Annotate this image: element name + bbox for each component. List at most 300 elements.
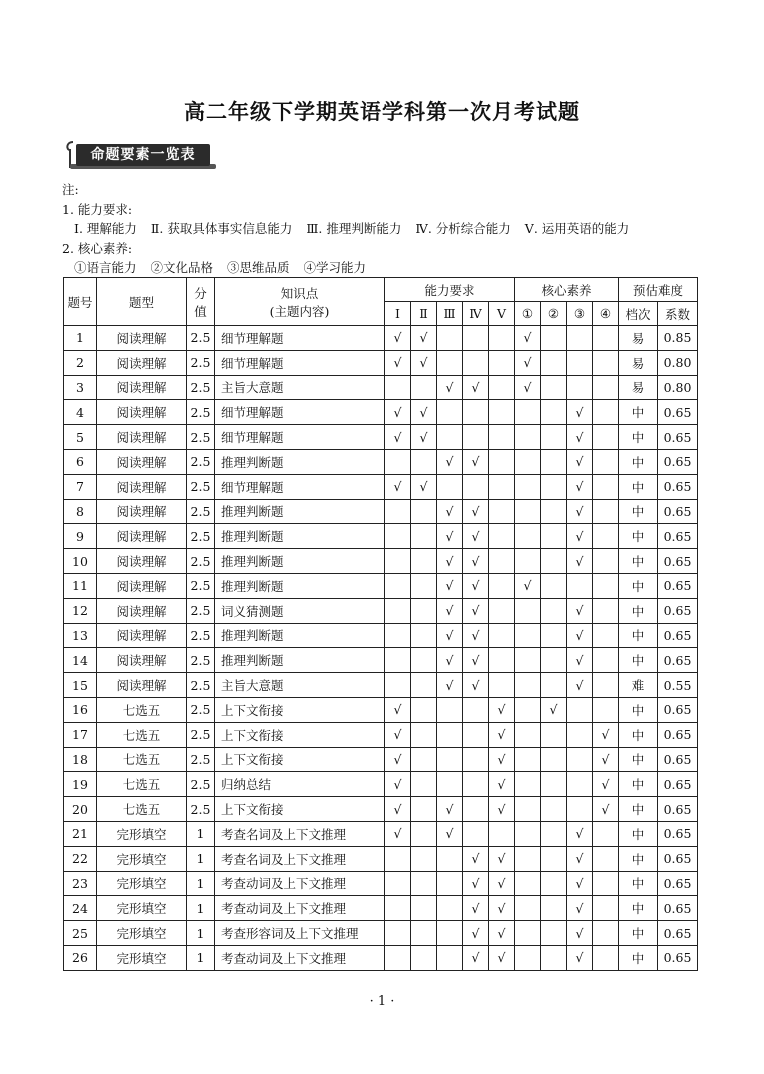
cell-ability-check: √ [463, 449, 489, 474]
literacy-item: ②文化品格 [150, 260, 214, 275]
cell-ability-check [437, 945, 463, 970]
cell-type: 完形填空 [97, 846, 187, 871]
cell-ability-check [489, 400, 515, 425]
cell-ability-check: √ [385, 772, 411, 797]
cell-ability-check: √ [385, 425, 411, 450]
cell-ability-check [437, 871, 463, 896]
cell-knowledge: 考查名词及上下文推理 [215, 846, 385, 871]
cell-ability-check: √ [385, 747, 411, 772]
cell-num: 12 [64, 598, 97, 623]
cell-core-check [593, 524, 619, 549]
cell-type: 完形填空 [97, 871, 187, 896]
cell-ability-check: √ [489, 697, 515, 722]
cell-knowledge: 细节理解题 [215, 474, 385, 499]
cell-ability-check [411, 673, 437, 698]
cell-ability-check [437, 697, 463, 722]
cell-knowledge: 推理判断题 [215, 449, 385, 474]
cell-core-check [515, 722, 541, 747]
cell-type: 完形填空 [97, 896, 187, 921]
cell-core-check [567, 375, 593, 400]
cell-core-check [567, 697, 593, 722]
abilities-list [62, 219, 643, 239]
section-banner [62, 140, 217, 170]
cell-ability-check: √ [411, 474, 437, 499]
ability-item: Ⅴ. 运用英语的能力 [524, 221, 630, 236]
cell-core-check [515, 673, 541, 698]
header-knowledge-2: (主题内容) [269, 303, 330, 319]
cell-core-check [515, 797, 541, 822]
cell-core-check: √ [567, 623, 593, 648]
cell-core-check [593, 350, 619, 375]
cell-score: 2.5 [187, 375, 215, 400]
header-core-col: ② [541, 302, 567, 326]
header-type: 题型 [97, 278, 187, 326]
cell-ability-check: √ [437, 573, 463, 598]
cell-type: 完形填空 [97, 921, 187, 946]
cell-ability-check: √ [463, 375, 489, 400]
cell-type: 完形填空 [97, 945, 187, 970]
cell-type: 阅读理解 [97, 449, 187, 474]
cell-ability-check: √ [463, 524, 489, 549]
cell-score: 2.5 [187, 425, 215, 450]
cell-core-check: √ [567, 846, 593, 871]
cell-ability-check [411, 697, 437, 722]
table-row [64, 375, 698, 400]
cell-coef: 0.65 [658, 573, 698, 598]
cell-level: 易 [619, 326, 658, 351]
cell-core-check [567, 573, 593, 598]
header-core-col: ③ [567, 302, 593, 326]
cell-ability-check [411, 945, 437, 970]
cell-core-check [593, 573, 619, 598]
table-row [64, 623, 698, 648]
cell-score: 2.5 [187, 598, 215, 623]
cell-core-check [541, 425, 567, 450]
header-ability-col: Ⅱ [411, 302, 437, 326]
table-row [64, 598, 698, 623]
cell-core-check [515, 945, 541, 970]
cell-level: 中 [619, 871, 658, 896]
cell-ability-check [385, 499, 411, 524]
header-score-1: 分 [194, 285, 207, 301]
cell-core-check [593, 449, 619, 474]
cell-type: 七选五 [97, 772, 187, 797]
banner-label: 命题要素一览表 [76, 144, 210, 166]
cell-knowledge: 考查动词及上下文推理 [215, 896, 385, 921]
notes-line-abilities: 1. 能力要求: [62, 201, 133, 217]
cell-type: 阅读理解 [97, 623, 187, 648]
header-ability-col: Ⅴ [489, 302, 515, 326]
cell-score: 2.5 [187, 524, 215, 549]
cell-core-check [593, 400, 619, 425]
cell-type: 七选五 [97, 722, 187, 747]
cell-knowledge: 推理判断题 [215, 549, 385, 574]
cell-core-check [515, 400, 541, 425]
cell-core-check [515, 425, 541, 450]
cell-ability-check [385, 871, 411, 896]
cell-type: 阅读理解 [97, 474, 187, 499]
cell-level: 易 [619, 375, 658, 400]
cell-core-check [515, 697, 541, 722]
cell-core-check [515, 921, 541, 946]
cell-knowledge: 上下文衔接 [215, 697, 385, 722]
cell-score: 1 [187, 846, 215, 871]
cell-num: 22 [64, 846, 97, 871]
cell-num: 19 [64, 772, 97, 797]
cell-num: 11 [64, 573, 97, 598]
cell-level: 中 [619, 772, 658, 797]
cell-ability-check: √ [437, 499, 463, 524]
cell-ability-check: √ [463, 921, 489, 946]
cell-coef: 0.65 [658, 499, 698, 524]
table-row [64, 549, 698, 574]
cell-core-check [541, 896, 567, 921]
cell-coef: 0.65 [658, 747, 698, 772]
cell-num: 2 [64, 350, 97, 375]
cell-ability-check [385, 921, 411, 946]
cell-ability-check [411, 772, 437, 797]
cell-type: 七选五 [97, 747, 187, 772]
cell-ability-check: √ [411, 400, 437, 425]
cell-core-check [515, 821, 541, 846]
cell-ability-check: √ [489, 871, 515, 896]
cell-core-check [541, 598, 567, 623]
cell-type: 阅读理解 [97, 648, 187, 673]
cell-ability-check: √ [411, 425, 437, 450]
cell-core-check: √ [567, 449, 593, 474]
cell-ability-check [437, 474, 463, 499]
cell-level: 中 [619, 697, 658, 722]
cell-core-check [515, 747, 541, 772]
cell-ability-check: √ [437, 598, 463, 623]
cell-core-check [541, 871, 567, 896]
ability-item: Ⅳ. 分析综合能力 [415, 221, 511, 236]
cell-ability-check: √ [463, 573, 489, 598]
cell-core-check [515, 648, 541, 673]
cell-coef: 0.65 [658, 449, 698, 474]
cell-core-check [541, 499, 567, 524]
cell-knowledge: 上下文衔接 [215, 722, 385, 747]
cell-num: 1 [64, 326, 97, 351]
cell-core-check [567, 326, 593, 351]
cell-num: 4 [64, 400, 97, 425]
cell-core-check [541, 400, 567, 425]
cell-num: 23 [64, 871, 97, 896]
cell-level: 中 [619, 499, 658, 524]
table-row [64, 797, 698, 822]
cell-level: 难 [619, 673, 658, 698]
cell-type: 阅读理解 [97, 549, 187, 574]
cell-ability-check: √ [437, 797, 463, 822]
cell-core-check: √ [515, 326, 541, 351]
ability-item: Ⅲ. 推理判断能力 [306, 221, 402, 236]
cell-knowledge: 上下文衔接 [215, 797, 385, 822]
cell-core-check [593, 871, 619, 896]
cell-core-check: √ [567, 524, 593, 549]
cell-level: 中 [619, 549, 658, 574]
cell-core-check: √ [515, 573, 541, 598]
cell-knowledge: 细节理解题 [215, 400, 385, 425]
cell-core-check: √ [593, 772, 619, 797]
cell-ability-check: √ [385, 400, 411, 425]
cell-core-check [515, 449, 541, 474]
literacy-item: ④学习能力 [303, 260, 367, 275]
cell-core-check [541, 921, 567, 946]
cell-knowledge: 细节理解题 [215, 350, 385, 375]
cell-ability-check [489, 425, 515, 450]
cell-ability-check [385, 449, 411, 474]
cell-level: 中 [619, 921, 658, 946]
cell-core-check [515, 598, 541, 623]
cell-ability-check [489, 821, 515, 846]
cell-level: 中 [619, 400, 658, 425]
cell-ability-check [463, 722, 489, 747]
cell-ability-check [385, 598, 411, 623]
cell-ability-check [411, 747, 437, 772]
cell-ability-check [411, 375, 437, 400]
cell-ability-check [411, 846, 437, 871]
cell-coef: 0.65 [658, 425, 698, 450]
literacy-item: ①语言能力 [74, 260, 137, 275]
cell-coef: 0.65 [658, 549, 698, 574]
table-row [64, 821, 698, 846]
cell-level: 易 [619, 350, 658, 375]
cell-ability-check: √ [463, 673, 489, 698]
cell-level: 中 [619, 598, 658, 623]
cell-score: 2.5 [187, 350, 215, 375]
table-row [64, 449, 698, 474]
cell-core-check [593, 821, 619, 846]
cell-score: 2.5 [187, 747, 215, 772]
cell-ability-check [437, 921, 463, 946]
cell-type: 七选五 [97, 797, 187, 822]
cell-coef: 0.65 [658, 772, 698, 797]
cell-core-check: √ [567, 896, 593, 921]
notes-label: 注: [62, 182, 79, 197]
cell-ability-check [411, 722, 437, 747]
cell-core-check [515, 499, 541, 524]
cell-core-check: √ [593, 722, 619, 747]
cell-level: 中 [619, 425, 658, 450]
cell-coef: 0.65 [658, 400, 698, 425]
cell-ability-check [411, 524, 437, 549]
table-row [64, 945, 698, 970]
cell-ability-check [437, 400, 463, 425]
cell-ability-check [411, 573, 437, 598]
cell-ability-check: √ [385, 350, 411, 375]
cell-ability-check [385, 549, 411, 574]
cell-core-check [593, 549, 619, 574]
cell-level: 中 [619, 722, 658, 747]
cell-num: 15 [64, 673, 97, 698]
cell-ability-check [463, 400, 489, 425]
cell-knowledge: 细节理解题 [215, 425, 385, 450]
cell-ability-check [385, 673, 411, 698]
cell-core-check [593, 375, 619, 400]
cell-ability-check [463, 821, 489, 846]
cell-coef: 0.65 [658, 697, 698, 722]
page-number: · 1 · [369, 994, 395, 1009]
cell-level: 中 [619, 524, 658, 549]
cell-ability-check: √ [385, 697, 411, 722]
notes-section [62, 180, 643, 278]
notes-line-literacies: 2. 核心素养: [62, 240, 133, 256]
cell-ability-check [411, 648, 437, 673]
cell-core-check [567, 722, 593, 747]
cell-coef: 0.65 [658, 896, 698, 921]
cell-core-check [593, 474, 619, 499]
header-num: 题号 [64, 278, 97, 326]
table-row [64, 846, 698, 871]
cell-ability-check: √ [463, 623, 489, 648]
ability-item: Ⅰ. 理解能力 [74, 221, 137, 236]
cell-ability-check [385, 896, 411, 921]
cell-num: 25 [64, 921, 97, 946]
cell-score: 2.5 [187, 697, 215, 722]
cell-ability-check: √ [463, 896, 489, 921]
table-row [64, 499, 698, 524]
cell-ability-check: √ [437, 375, 463, 400]
cell-ability-check: √ [463, 598, 489, 623]
ability-item: Ⅱ. 获取具体事实信息能力 [150, 221, 293, 236]
cell-ability-check [489, 350, 515, 375]
cell-ability-check [489, 499, 515, 524]
cell-ability-check [489, 326, 515, 351]
literacies-list [62, 258, 643, 278]
cell-ability-check: √ [437, 821, 463, 846]
cell-num: 10 [64, 549, 97, 574]
cell-level: 中 [619, 474, 658, 499]
header-core: 核心素养 [515, 278, 619, 302]
cell-score: 2.5 [187, 474, 215, 499]
cell-ability-check: √ [489, 722, 515, 747]
cell-ability-check: √ [489, 772, 515, 797]
cell-core-check [593, 499, 619, 524]
cell-ability-check: √ [385, 326, 411, 351]
cell-knowledge: 推理判断题 [215, 573, 385, 598]
cell-core-check: √ [515, 375, 541, 400]
cell-ability-check [489, 549, 515, 574]
cell-score: 1 [187, 871, 215, 896]
cell-type: 阅读理解 [97, 524, 187, 549]
header-score [187, 278, 215, 326]
cell-knowledge: 考查名词及上下文推理 [215, 821, 385, 846]
cell-core-check: √ [515, 350, 541, 375]
cell-ability-check [385, 573, 411, 598]
table-row [64, 747, 698, 772]
cell-core-check [515, 549, 541, 574]
cell-ability-check [489, 449, 515, 474]
cell-ability-check [437, 896, 463, 921]
cell-ability-check [463, 326, 489, 351]
cell-ability-check [489, 623, 515, 648]
cell-core-check: √ [567, 598, 593, 623]
cell-knowledge: 上下文衔接 [215, 747, 385, 772]
cell-level: 中 [619, 623, 658, 648]
cell-ability-check [385, 623, 411, 648]
cell-ability-check [411, 821, 437, 846]
cell-core-check [541, 449, 567, 474]
cell-score: 1 [187, 821, 215, 846]
cell-ability-check [489, 648, 515, 673]
cell-ability-check [411, 623, 437, 648]
cell-ability-check [411, 797, 437, 822]
cell-score: 2.5 [187, 648, 215, 673]
cell-core-check [567, 797, 593, 822]
cell-ability-check: √ [489, 747, 515, 772]
cell-coef: 0.85 [658, 326, 698, 351]
cell-num: 3 [64, 375, 97, 400]
cell-ability-check: √ [437, 673, 463, 698]
cell-level: 中 [619, 573, 658, 598]
cell-num: 26 [64, 945, 97, 970]
cell-ability-check [385, 846, 411, 871]
cell-ability-check [385, 524, 411, 549]
cell-type: 阅读理解 [97, 425, 187, 450]
cell-ability-check [411, 499, 437, 524]
cell-core-check [593, 921, 619, 946]
cell-core-check [541, 549, 567, 574]
cell-knowledge: 归纳总结 [215, 772, 385, 797]
cell-ability-check [489, 375, 515, 400]
header-coef: 系数 [658, 302, 698, 326]
header-ability-col: Ⅳ [463, 302, 489, 326]
cell-ability-check: √ [489, 921, 515, 946]
cell-ability-check: √ [463, 846, 489, 871]
cell-ability-check: √ [489, 846, 515, 871]
cell-ability-check: √ [411, 350, 437, 375]
cell-type: 阅读理解 [97, 375, 187, 400]
cell-knowledge: 推理判断题 [215, 623, 385, 648]
header-score-2: 值 [194, 303, 207, 319]
cell-num: 20 [64, 797, 97, 822]
cell-ability-check: √ [463, 648, 489, 673]
table-row [64, 573, 698, 598]
cell-ability-check: √ [385, 474, 411, 499]
cell-ability-check: √ [385, 722, 411, 747]
cell-coef: 0.65 [658, 797, 698, 822]
literacy-item: ③思维品质 [227, 260, 290, 275]
table-body [64, 326, 698, 971]
cell-level: 中 [619, 896, 658, 921]
cell-ability-check: √ [489, 797, 515, 822]
cell-ability-check [385, 375, 411, 400]
cell-core-check [541, 350, 567, 375]
cell-core-check [593, 896, 619, 921]
cell-coef: 0.65 [658, 598, 698, 623]
cell-core-check: √ [567, 474, 593, 499]
cell-core-check: √ [567, 549, 593, 574]
cell-core-check [515, 846, 541, 871]
cell-score: 2.5 [187, 449, 215, 474]
cell-core-check: √ [567, 648, 593, 673]
cell-ability-check [411, 921, 437, 946]
cell-ability-check [463, 747, 489, 772]
cell-ability-check [411, 598, 437, 623]
cell-core-check [593, 846, 619, 871]
cell-core-check: √ [593, 747, 619, 772]
cell-score: 2.5 [187, 400, 215, 425]
table-row [64, 722, 698, 747]
table-row [64, 896, 698, 921]
cell-score: 2.5 [187, 673, 215, 698]
cell-num: 13 [64, 623, 97, 648]
header-core-col: ① [515, 302, 541, 326]
cell-ability-check: √ [463, 871, 489, 896]
cell-level: 中 [619, 821, 658, 846]
cell-core-check [541, 772, 567, 797]
cell-core-check [593, 623, 619, 648]
